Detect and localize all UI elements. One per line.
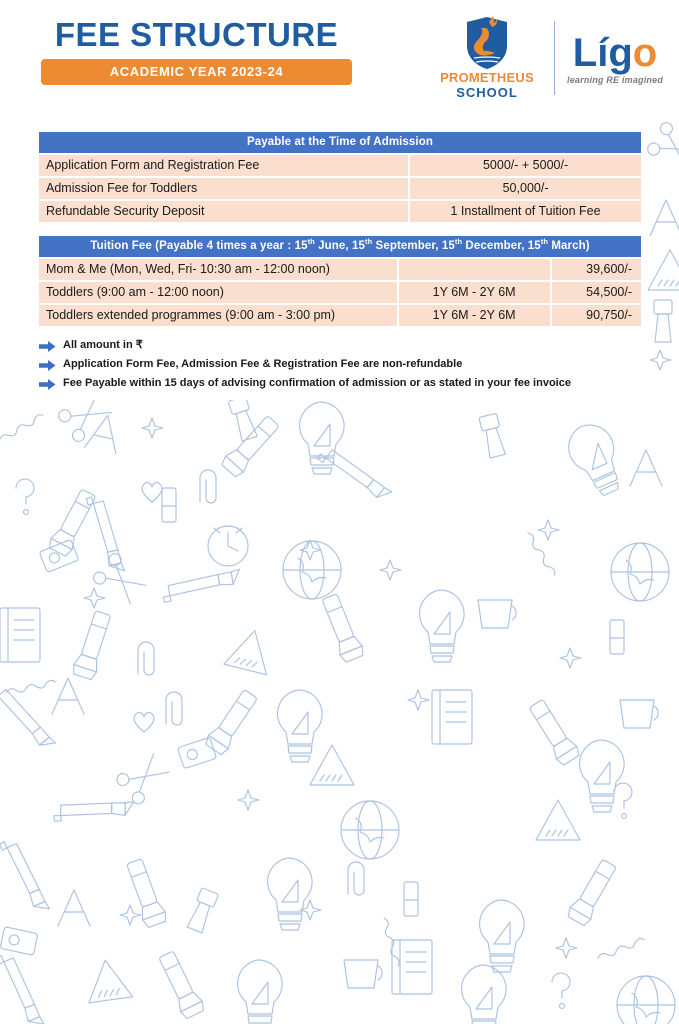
table-row (39, 201, 641, 222)
arrow-right-icon (39, 359, 56, 372)
programme-amount: 39,600/- (552, 259, 642, 280)
ligo-letter-i: í (597, 30, 609, 75)
tuition-title-sup-4: th (540, 237, 549, 247)
programme-amount: 54,500/- (552, 282, 642, 303)
fee-label: Refundable Security Deposit (39, 201, 408, 222)
list-item (39, 377, 619, 391)
tuition-title-part-5: March) (548, 240, 590, 252)
table-header-row (39, 132, 641, 153)
list-item (39, 358, 619, 372)
tuition-title-sup-1: th (307, 237, 315, 247)
ligo-letter-o: o (632, 30, 658, 75)
logo-lockup (432, 12, 663, 104)
age-range: 1Y 6M - 2Y 6M (399, 305, 550, 326)
table-row (39, 178, 641, 199)
admission-fee-table (37, 130, 643, 224)
tuition-title-part-4: December, 15 (462, 240, 541, 252)
note-text: Application Form Fee, Admission Fee & Registration Fee are non-refundable (63, 358, 463, 370)
age-range: 1Y 6M - 2Y 6M (399, 282, 550, 303)
school-name-sub: SCHOOL (456, 84, 518, 100)
programme-amount: 90,750/- (552, 305, 642, 326)
tuition-title-part-1: Tuition Fee (Payable 4 times a year : 15 (90, 240, 308, 252)
arrow-right-icon (39, 340, 56, 353)
note-text: Fee Payable within 15 days of advising confirmation of admission or as stated in your fee invoice (63, 377, 571, 389)
programme-label: Mom & Me (Mon, Wed, Fri- 10:30 am - 12:00 noon) (39, 259, 397, 280)
page-title: FEE STRUCTURE (54, 16, 339, 53)
arrow-right-icon (39, 378, 56, 391)
tuition-fee-table (37, 234, 643, 328)
ligo-letter-l: L (572, 30, 598, 75)
prometheus-school-logo (432, 16, 542, 100)
shield-icon (463, 16, 511, 70)
tuition-table-title (39, 236, 641, 257)
fee-label: Admission Fee for Toddlers (39, 178, 408, 199)
programme-label: Toddlers extended programmes (9:00 am - 3:00 pm) (39, 305, 397, 326)
ligo-tagline: learning RE imagined (567, 74, 664, 85)
logo-divider (554, 21, 555, 95)
tuition-title-sup-2: th (364, 237, 373, 247)
programme-label: Toddlers (9:00 am - 12:00 noon) (39, 282, 397, 303)
academic-year-banner: ACADEMIC YEAR 2023-24 (41, 59, 352, 85)
age-range (399, 259, 550, 280)
notes-list (39, 339, 619, 396)
admission-table-title: Payable at the Time of Admission (39, 132, 641, 153)
page-header (0, 0, 679, 118)
note-text: All amount in ₹ (63, 339, 143, 351)
title-block (41, 18, 352, 85)
fee-label: Application Form and Registration Fee (39, 155, 408, 176)
tuition-title-part-3: September, 15 (372, 240, 455, 252)
table-row (39, 282, 641, 303)
table-row (39, 155, 641, 176)
ligo-letter-g: g (608, 30, 633, 75)
ligo-brand-logo (567, 32, 663, 85)
table-row (39, 305, 641, 326)
list-item (39, 339, 619, 353)
table-header-row (39, 236, 641, 257)
fee-amount: 1 Installment of Tuition Fee (410, 201, 641, 222)
tuition-title-part-2: June, 15 (314, 240, 365, 252)
school-name: PROMETHEUS (440, 70, 534, 86)
fee-amount: 50,000/- (410, 178, 641, 199)
table-row (39, 259, 641, 280)
ligo-wordmark (572, 30, 658, 75)
tuition-title-sup-3: th (454, 237, 463, 247)
fee-amount: 5000/- + 5000/- (410, 155, 641, 176)
